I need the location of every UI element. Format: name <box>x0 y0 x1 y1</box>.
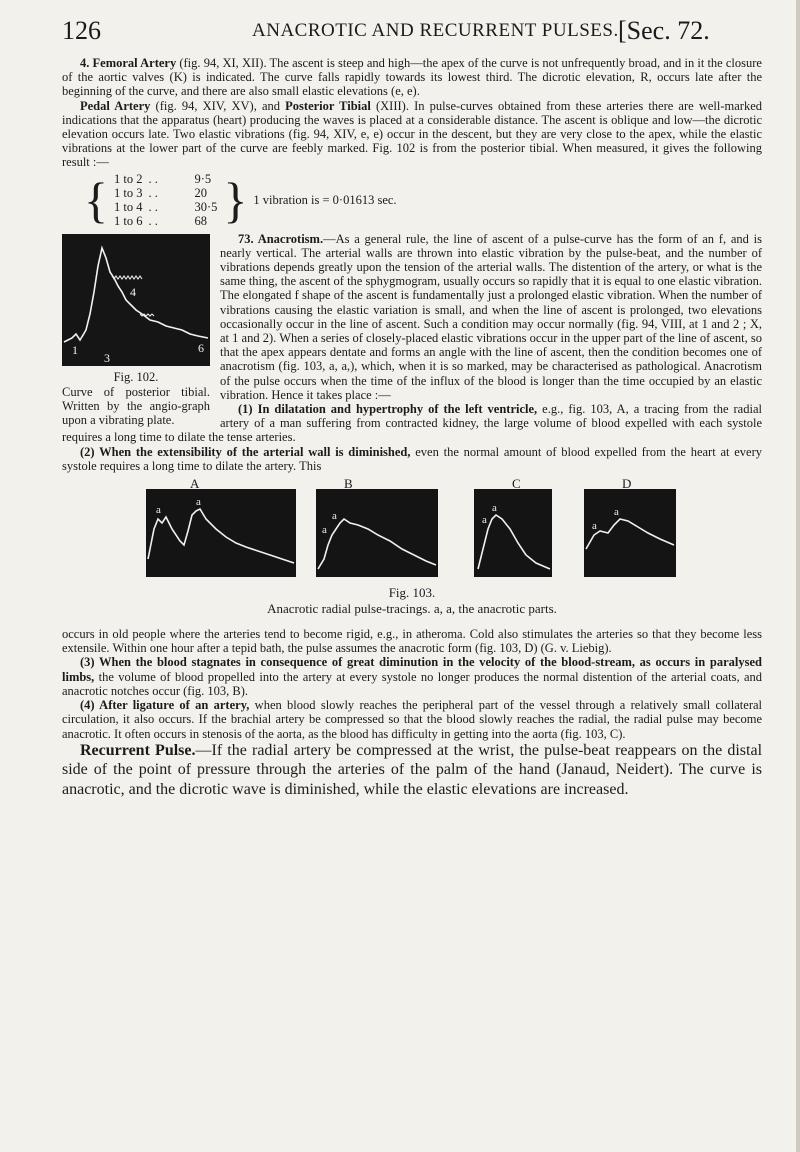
measurement-table: { 1 to 2 . . 9·5 } 1 vibration is = 0·01613 sec. 1 to 3 . . 20 1 to 4 . . 30·5 1 to 6 . . 68 <box>84 172 403 228</box>
svg-text:a: a <box>156 504 161 517</box>
svg-text:a: a <box>492 502 497 515</box>
item-1-text: e.g., fig. 103, A, a tracing from the radial artery of a man suffering from contracted kidney, the large volume of blood expelled with each systole requires a long time to dilate the tense arteries. <box>62 402 762 445</box>
right-brace: } <box>223 171 248 228</box>
item-3-heading: (3) When the blood stagnates in consequence of great diminution in the velocity of the blood-stream, as occurs in paralysed limbs, <box>62 655 762 684</box>
svg-text:a: a <box>322 524 327 537</box>
fig102-label-6: 6 <box>198 340 204 355</box>
fig102-label-3: 3 <box>104 350 110 365</box>
pedal-text: (XIII). In pulse-curves obtained from these arteries there are well-marked indications that the apparatus (heart) producing the waves is placed at a considerable distance. The ascent is oblique and low—the dicrotic elevation occurs late. Two elastic vibrations (fig. 94, XIV, e, e) occur in the descent, but they are very close to the apex, while the elastic vibrations at the lower part of the curve are feebly marked. Fig. 102 is from the posterior tibial. When measured, it gives the following result :— <box>62 98 762 170</box>
para-femoral <box>62 56 762 99</box>
panel-label-b: B <box>344 476 353 492</box>
fig102-label-1: 1 <box>72 342 78 357</box>
ratio-1: 1 to 2 <box>114 171 143 186</box>
fig103-subcaption: Anacrotic radial pulse-tracings. a, a, the anacrotic parts. <box>267 601 557 617</box>
item-2-text: even the normal amount of blood expelled from the heart at every systole requires a long time to dilate the artery. This <box>62 444 762 473</box>
value-2: 20 <box>194 185 207 200</box>
pedal-heading: Pedal Artery <box>80 98 151 113</box>
item-3-text: the volume of blood propelled into the artery at every systole no longer produces the normal distention of the arterial coats, and anacrotic notches occur (fig. 103, B). <box>62 669 762 698</box>
panel-label-a: A <box>190 476 200 492</box>
item-2-heading: (2) When the extensibility of the arterial wall is diminished, <box>80 444 411 459</box>
item-2 <box>62 445 762 473</box>
tracing-c <box>474 489 552 577</box>
femoral-text: (fig. 94, XI, XII). The ascent is steep and high—the apex of the curve is not unfrequently broad, and in it the closure of the aortic valves (K) is indicated. The curve falls rapidly towards its lowest third. The dicrotic elevation, R, occurs late after the beginning of the curve, and there are also small elastic elevations (e, e). <box>62 56 762 99</box>
fig102-subcaption: Curve of posterior tibial. Written by the angio-graph upon a vibrating plate. <box>62 384 210 427</box>
fig103-caption: Fig. 103. <box>388 585 436 601</box>
svg-text:a: a <box>614 506 619 519</box>
item-1-heading: (1) In dilatation and hypertrophy of the left ventricle, <box>238 402 538 417</box>
para-old-people: occurs in old people where the arteries tend to become rigid, e.g., in atheroma. Cold also stimulates the arteries so that they become less extensile. Within one hour after a tepid bath, the pulse assumes the anacrotic form (fig. 103, D) (G. v. Liebig). <box>62 627 762 656</box>
ratio-4: 1 to 6 <box>114 213 143 228</box>
page-number: 126 <box>62 16 101 45</box>
fig102-label-4: 4 <box>130 284 136 299</box>
svg-text:a: a <box>592 520 597 533</box>
value-4: 68 <box>194 213 207 228</box>
ratio-2: 1 to 3 <box>114 185 143 200</box>
tracing-d <box>584 489 676 577</box>
running-title: ANACROTIC AND RECURRENT PULSES. <box>252 20 619 41</box>
section-number: [Sec. 72. <box>618 16 710 45</box>
value-3: 30·5 <box>194 199 218 214</box>
panel-label-c: C <box>512 476 521 492</box>
tracing-b <box>316 489 438 577</box>
figure-103 <box>62 477 762 627</box>
tracing-a <box>146 489 296 577</box>
left-brace: { <box>84 171 108 228</box>
value-1: 9·5 <box>194 171 212 186</box>
fig102-caption: Fig. 102. <box>113 369 159 384</box>
item-4-text: when blood slowly reaches the peripheral part of the vessel through a relatively small collateral circulation, it also occurs. If the brachial artery be compressed so that the blood slowly reaches the radial, the radial pulse may become anacrotic. It often occurs in stenosis of the aorta, as the blood has difficulty in getting into the aorta (fig. 103, C). <box>62 698 762 741</box>
item-4 <box>62 698 762 741</box>
item-3 <box>62 655 762 698</box>
svg-text:a: a <box>332 510 337 523</box>
recurrent-text: —If the radial artery be compressed at the wrist, the pulse-beat reappears on the distal side of the point of pressure through the arteries of the palm of the hand (Janaud, Neidert). The curve is anacrotic, and the dicrotic wave is diminished, while the elastic elevations are increased. <box>62 741 763 798</box>
vibration-result: 1 vibration is = 0·01613 sec. <box>253 192 397 207</box>
panel-label-d: D <box>622 476 632 492</box>
svg-text:a: a <box>482 514 487 527</box>
running-header <box>62 16 762 56</box>
pedal-mid: (fig. 94, XIV, XV), and <box>150 98 286 113</box>
item-4-heading: (4) After ligature of an artery, <box>80 698 250 713</box>
femoral-heading: 4. Femoral Artery <box>80 56 177 70</box>
ratio-3: 1 to 4 <box>114 199 143 214</box>
tibial-heading: Posterior Tibial <box>285 98 371 113</box>
recurrent-heading: Recurrent Pulse. <box>80 741 196 759</box>
anacrotism-heading: 73. Anacrotism. <box>238 231 324 246</box>
fig102-tracing <box>62 234 210 366</box>
page-edge-shadow <box>796 0 800 1152</box>
para-pedal <box>62 99 762 170</box>
svg-text:a: a <box>196 496 201 509</box>
figure-102 <box>62 234 210 427</box>
book-page <box>62 16 762 799</box>
anacrotism-text: —As a general rule, the line of ascent of a pulse-curve has the form of an f, and is nearly vertical. The arterial walls are thrown into elastic vibration by the pulse-beat, and the number of vibrations depends greatly upon the tension of the arterial walls. The distention of the artery, or what is the same thing, the ascent of the sphygmogram, usually occurs so rapidly that it is equal to one elastic vibration. The elongated f shape of the ascent is fundamentally just a prolonged elastic vibration. When the number of vibrations causing the elastic variation is small, and when the line of ascent is prolonged, two elevations occasionally occur in the line of ascent. Such a condition may occur normally (fig. 94, VIII, at 1 and 2 ; X, at 1 and 2). When a series of closely-placed elastic vibrations occur in the upper part of the line of ascent, so that the apex appears dentate and forms an angle with the line of ascent, then the condition becomes one of anacrotism (fig. 103, a, a,), which, when it is so marked, may be characterised as pathological. Anacrotism of the pulse occurs when the time of the influx of the blood is longer than the time occupied by an elastic vibration. Hence it takes place :— <box>220 231 762 402</box>
para-recurrent <box>62 741 762 800</box>
